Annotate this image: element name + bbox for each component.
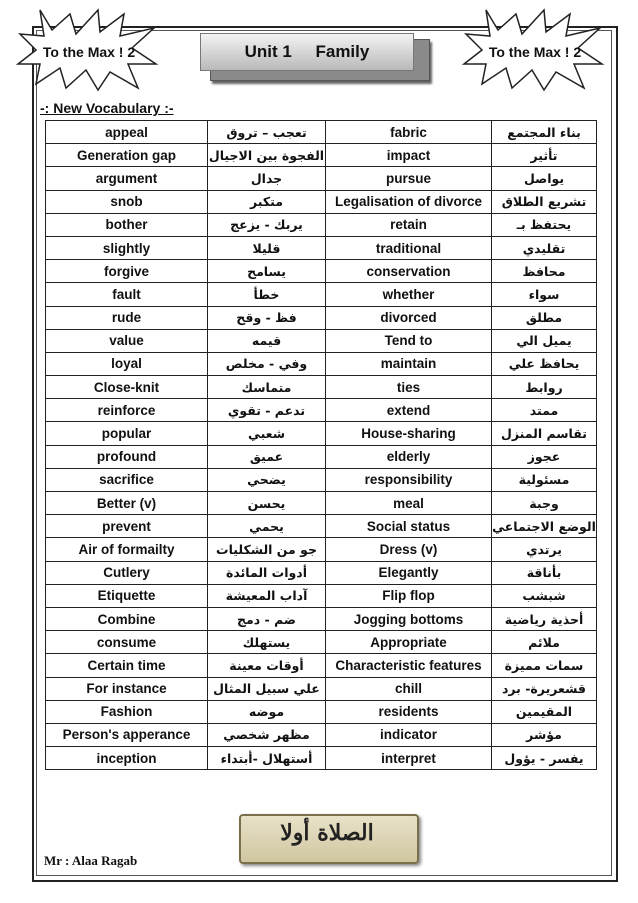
arabic-meaning-cell: تعجب – تروق bbox=[208, 121, 326, 144]
arabic-meaning-cell: قليلا bbox=[208, 236, 326, 259]
english-term-cell: Certain time bbox=[46, 654, 208, 677]
english-term-cell: House-sharing bbox=[326, 422, 492, 445]
english-term-cell: Combine bbox=[46, 607, 208, 630]
english-term-cell: meal bbox=[326, 492, 492, 515]
english-term-cell: ties bbox=[326, 376, 492, 399]
english-term-cell: appeal bbox=[46, 121, 208, 144]
arabic-meaning-cell: جدال bbox=[208, 167, 326, 190]
english-term-cell: Elegantly bbox=[326, 561, 492, 584]
arabic-meaning-cell: أستهلال -أبتداء bbox=[208, 747, 326, 770]
unit-banner bbox=[200, 33, 436, 93]
english-term-cell: responsibility bbox=[326, 468, 492, 491]
english-term-cell: argument bbox=[46, 167, 208, 190]
arabic-meaning-cell: شبشب bbox=[492, 584, 597, 607]
table-row bbox=[46, 538, 597, 561]
banner-front bbox=[200, 33, 414, 71]
left-badge-text: To the Max ! 2 bbox=[42, 44, 136, 60]
arabic-meaning-cell: مظهر شخصي bbox=[208, 723, 326, 746]
english-term-cell: prevent bbox=[46, 515, 208, 538]
right-star-badge bbox=[460, 6, 610, 92]
arabic-meaning-cell: محافظ bbox=[492, 260, 597, 283]
arabic-meaning-cell: وفي - مخلص bbox=[208, 352, 326, 375]
arabic-meaning-cell: متكبر bbox=[208, 190, 326, 213]
arabic-meaning-cell: بأناقة bbox=[492, 561, 597, 584]
english-term-cell: Person's apperance bbox=[46, 723, 208, 746]
english-term-cell: Dress (v) bbox=[326, 538, 492, 561]
arabic-meaning-cell: يحافظ علي bbox=[492, 352, 597, 375]
english-term-cell: maintain bbox=[326, 352, 492, 375]
arabic-meaning-cell: بناء المجتمع bbox=[492, 121, 597, 144]
table-row bbox=[46, 468, 597, 491]
english-term-cell: Etiquette bbox=[46, 584, 208, 607]
arabic-meaning-cell: المقيمين bbox=[492, 700, 597, 723]
table-row bbox=[46, 747, 597, 770]
english-term-cell: retain bbox=[326, 213, 492, 236]
english-term-cell: Tend to bbox=[326, 329, 492, 352]
arabic-meaning-cell: روابط bbox=[492, 376, 597, 399]
arabic-meaning-cell: ملائم bbox=[492, 631, 597, 654]
english-term-cell: fabric bbox=[326, 121, 492, 144]
arabic-meaning-cell: يستهلك bbox=[208, 631, 326, 654]
arabic-meaning-cell: تقليدي bbox=[492, 236, 597, 259]
english-term-cell: popular bbox=[46, 422, 208, 445]
arabic-meaning-cell: جو من الشكليات bbox=[208, 538, 326, 561]
table-row bbox=[46, 213, 597, 236]
table-row bbox=[46, 561, 597, 584]
english-term-cell: sacrifice bbox=[46, 468, 208, 491]
table-row bbox=[46, 167, 597, 190]
arabic-meaning-cell: قشعريرة- برد bbox=[492, 677, 597, 700]
arabic-meaning-cell: سمات مميزة bbox=[492, 654, 597, 677]
arabic-meaning-cell: خطأ bbox=[208, 283, 326, 306]
arabic-meaning-cell: يحمي bbox=[208, 515, 326, 538]
table-row bbox=[46, 492, 597, 515]
arabic-meaning-cell: ممتد bbox=[492, 399, 597, 422]
arabic-meaning-cell: يربك - يزعج bbox=[208, 213, 326, 236]
arabic-meaning-cell: أدوات المائدة bbox=[208, 561, 326, 584]
english-term-cell: Social status bbox=[326, 515, 492, 538]
table-row bbox=[46, 607, 597, 630]
arabic-meaning-cell: وجبة bbox=[492, 492, 597, 515]
arabic-meaning-cell: آداب المعيشة bbox=[208, 584, 326, 607]
table-row bbox=[46, 445, 597, 468]
arabic-meaning-cell: تقاسم المنزل bbox=[492, 422, 597, 445]
arabic-meaning-cell: عجوز bbox=[492, 445, 597, 468]
table-row bbox=[46, 306, 597, 329]
english-term-cell: Cutlery bbox=[46, 561, 208, 584]
english-term-cell: consume bbox=[46, 631, 208, 654]
english-term-cell: Legalisation of divorce bbox=[326, 190, 492, 213]
table-row bbox=[46, 723, 597, 746]
arabic-meaning-cell: علي سبيل المثال bbox=[208, 677, 326, 700]
table-row bbox=[46, 236, 597, 259]
arabic-meaning-cell: تشريع الطلاق bbox=[492, 190, 597, 213]
english-term-cell: traditional bbox=[326, 236, 492, 259]
english-term-cell: snob bbox=[46, 190, 208, 213]
table-row bbox=[46, 399, 597, 422]
english-term-cell: reinforce bbox=[46, 399, 208, 422]
section-title: -: New Vocabulary :- bbox=[40, 100, 174, 116]
table-row bbox=[46, 329, 597, 352]
english-term-cell: Air of formailty bbox=[46, 538, 208, 561]
table-row bbox=[46, 283, 597, 306]
english-term-cell: Fashion bbox=[46, 700, 208, 723]
arabic-meaning-cell: تدعم - تقوي bbox=[208, 399, 326, 422]
english-term-cell: Appropriate bbox=[326, 631, 492, 654]
unit-title: Unit 1 Family bbox=[244, 42, 370, 61]
english-term-cell: forgive bbox=[46, 260, 208, 283]
left-star-badge bbox=[14, 6, 164, 92]
table-row bbox=[46, 260, 597, 283]
table-row bbox=[46, 515, 597, 538]
arabic-meaning-cell: يواصل bbox=[492, 167, 597, 190]
english-term-cell: whether bbox=[326, 283, 492, 306]
arabic-meaning-cell: أحذية رياضية bbox=[492, 607, 597, 630]
table-row bbox=[46, 584, 597, 607]
english-term-cell: impact bbox=[326, 144, 492, 167]
english-term-cell: chill bbox=[326, 677, 492, 700]
english-term-cell: Better (v) bbox=[46, 492, 208, 515]
author-credit: Mr : Alaa Ragab bbox=[44, 853, 138, 868]
arabic-meaning-cell: مؤشر bbox=[492, 723, 597, 746]
english-term-cell: For instance bbox=[46, 677, 208, 700]
table-row bbox=[46, 190, 597, 213]
prayer-banner bbox=[233, 808, 421, 870]
english-term-cell: inception bbox=[46, 747, 208, 770]
arabic-meaning-cell: يميل الي bbox=[492, 329, 597, 352]
table-row bbox=[46, 677, 597, 700]
table-row bbox=[46, 376, 597, 399]
vocabulary-table bbox=[45, 120, 597, 770]
english-term-cell: Characteristic features bbox=[326, 654, 492, 677]
arabic-meaning-cell: يحتفظ بـ bbox=[492, 213, 597, 236]
arabic-meaning-cell: يحسن bbox=[208, 492, 326, 515]
english-term-cell: Jogging bottoms bbox=[326, 607, 492, 630]
vocabulary-table-body bbox=[46, 121, 597, 770]
english-term-cell: interpret bbox=[326, 747, 492, 770]
arabic-meaning-cell: الفجوة بين الاجيال bbox=[208, 144, 326, 167]
english-term-cell: pursue bbox=[326, 167, 492, 190]
english-term-cell: Generation gap bbox=[46, 144, 208, 167]
arabic-meaning-cell: موضه bbox=[208, 700, 326, 723]
arabic-meaning-cell: قيمه bbox=[208, 329, 326, 352]
english-term-cell: value bbox=[46, 329, 208, 352]
arabic-meaning-cell: سواء bbox=[492, 283, 597, 306]
english-term-cell: extend bbox=[326, 399, 492, 422]
arabic-meaning-cell: يضحي bbox=[208, 468, 326, 491]
arabic-meaning-cell: ضم - دمج bbox=[208, 607, 326, 630]
arabic-meaning-cell: مسئولية bbox=[492, 468, 597, 491]
arabic-meaning-cell: الوضع الاجتماعي bbox=[492, 515, 597, 538]
prayer-banner-text: الصلاة أولا bbox=[280, 820, 374, 846]
english-term-cell: Flip flop bbox=[326, 584, 492, 607]
english-term-cell: loyal bbox=[46, 352, 208, 375]
right-badge-text: To the Max ! 2 bbox=[488, 44, 582, 60]
arabic-meaning-cell: فظ - وقح bbox=[208, 306, 326, 329]
english-term-cell: indicator bbox=[326, 723, 492, 746]
english-term-cell: residents bbox=[326, 700, 492, 723]
arabic-meaning-cell: يسامح bbox=[208, 260, 326, 283]
arabic-meaning-cell: أوقات معينة bbox=[208, 654, 326, 677]
arabic-meaning-cell: شعبي bbox=[208, 422, 326, 445]
table-row bbox=[46, 352, 597, 375]
english-term-cell: profound bbox=[46, 445, 208, 468]
english-term-cell: Close-knit bbox=[46, 376, 208, 399]
english-term-cell: bother bbox=[46, 213, 208, 236]
arabic-meaning-cell: يفسر - يؤول bbox=[492, 747, 597, 770]
table-row bbox=[46, 144, 597, 167]
table-row bbox=[46, 422, 597, 445]
arabic-meaning-cell: تأثير bbox=[492, 144, 597, 167]
arabic-meaning-cell: يرتدي bbox=[492, 538, 597, 561]
arabic-meaning-cell: مطلق bbox=[492, 306, 597, 329]
english-term-cell: rude bbox=[46, 306, 208, 329]
english-term-cell: divorced bbox=[326, 306, 492, 329]
english-term-cell: conservation bbox=[326, 260, 492, 283]
english-term-cell: slightly bbox=[46, 236, 208, 259]
table-row bbox=[46, 631, 597, 654]
english-term-cell: elderly bbox=[326, 445, 492, 468]
table-row bbox=[46, 700, 597, 723]
table-row bbox=[46, 654, 597, 677]
table-row bbox=[46, 121, 597, 144]
arabic-meaning-cell: متماسك bbox=[208, 376, 326, 399]
arabic-meaning-cell: عميق bbox=[208, 445, 326, 468]
english-term-cell: fault bbox=[46, 283, 208, 306]
